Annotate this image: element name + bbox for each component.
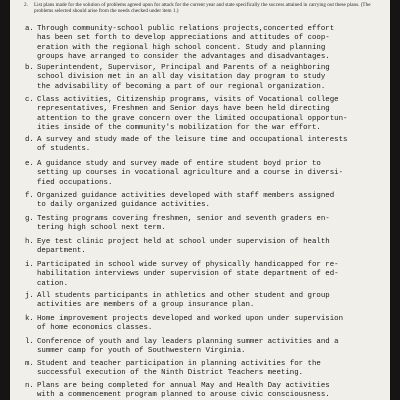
item-text: Conference of youth and lay leaders planning summer activities and a summer camp for youth of Southwestern Virginia. bbox=[37, 338, 339, 356]
item-letter: e. bbox=[25, 160, 34, 168]
item-letter: a. bbox=[25, 25, 34, 33]
section-instructions: List plans made for the solution of problems agreed upon for attack for the current year and state specifically the success attained in carrying out these plans. (The problems selected should arise from the needs checked under item 1.) bbox=[34, 2, 371, 15]
document-page bbox=[10, 0, 390, 400]
item-text: Class activities, Citizenship programs, visits of Vocational college representatives, Freshmen and Senior days have been held directing attention to the grave concern over the limited occupational opportun- ities inside of the community's mobilization for the war effort. bbox=[37, 96, 348, 132]
item-text: Plans are being completed for annual May and Health Day activities with a commencement program planned to arouse civic consciousness. bbox=[37, 382, 330, 400]
item-letter: k. bbox=[25, 315, 34, 323]
item-text: Participated in school wide survey of physically handicapped for re- habilitation interviews under supervision of state department of ed- cation. bbox=[37, 261, 339, 288]
item-letter: n. bbox=[25, 382, 34, 390]
item-letter: l. bbox=[25, 338, 34, 346]
item-text: Superintendent, Supervisor, Principal and Parents of a neighboring school division met in an all day visitation day program to study the advisability of becoming a part of our regional organization. bbox=[37, 64, 330, 91]
item-letter: i. bbox=[25, 261, 34, 269]
item-text: Eye test clinic project held at school under supervision of health department. bbox=[37, 238, 330, 256]
item-text: Through community-school public relations projects,concerted effort has been set forth to develop appreciations and attitudes of coop- eration with the regional high school concent. Study and planning groups have arranged to consider the advantages and disadvantages. bbox=[37, 25, 335, 61]
item-letter: b. bbox=[25, 64, 34, 72]
item-letter: g. bbox=[25, 215, 34, 223]
item-letter: c. bbox=[25, 96, 34, 104]
item-letter: j. bbox=[25, 292, 34, 300]
item-text: Student and teacher participation in planning activities for the successful execution of the Ninth District Teachers meeting. bbox=[37, 360, 321, 378]
item-letter: d. bbox=[25, 136, 34, 144]
item-text: Home improvement projects developed and worked upon under supervision of home economics classes. bbox=[37, 315, 344, 333]
item-letter: m. bbox=[25, 360, 34, 368]
item-text: Testing programs covering freshmen, senior and seventh graders en- tering high school next term. bbox=[37, 215, 330, 233]
item-letter: h. bbox=[25, 238, 34, 246]
item-letter: f. bbox=[25, 192, 34, 200]
item-text: Organized guidance activities developed with staff members assigned to daily organized guidance activities. bbox=[37, 192, 335, 210]
item-text: A survey and study made of the leisure time and occupational interests of students. bbox=[37, 136, 348, 154]
section-number: 2. bbox=[24, 2, 28, 8]
item-text: A guidance study and survey made of entire student boyd prior to setting up courses in vocational agriculture and a course in diversi- fied occupations. bbox=[37, 160, 344, 187]
item-text: All students participants in athletics and other student and group activities are members of a group insurance plan. bbox=[37, 292, 330, 310]
